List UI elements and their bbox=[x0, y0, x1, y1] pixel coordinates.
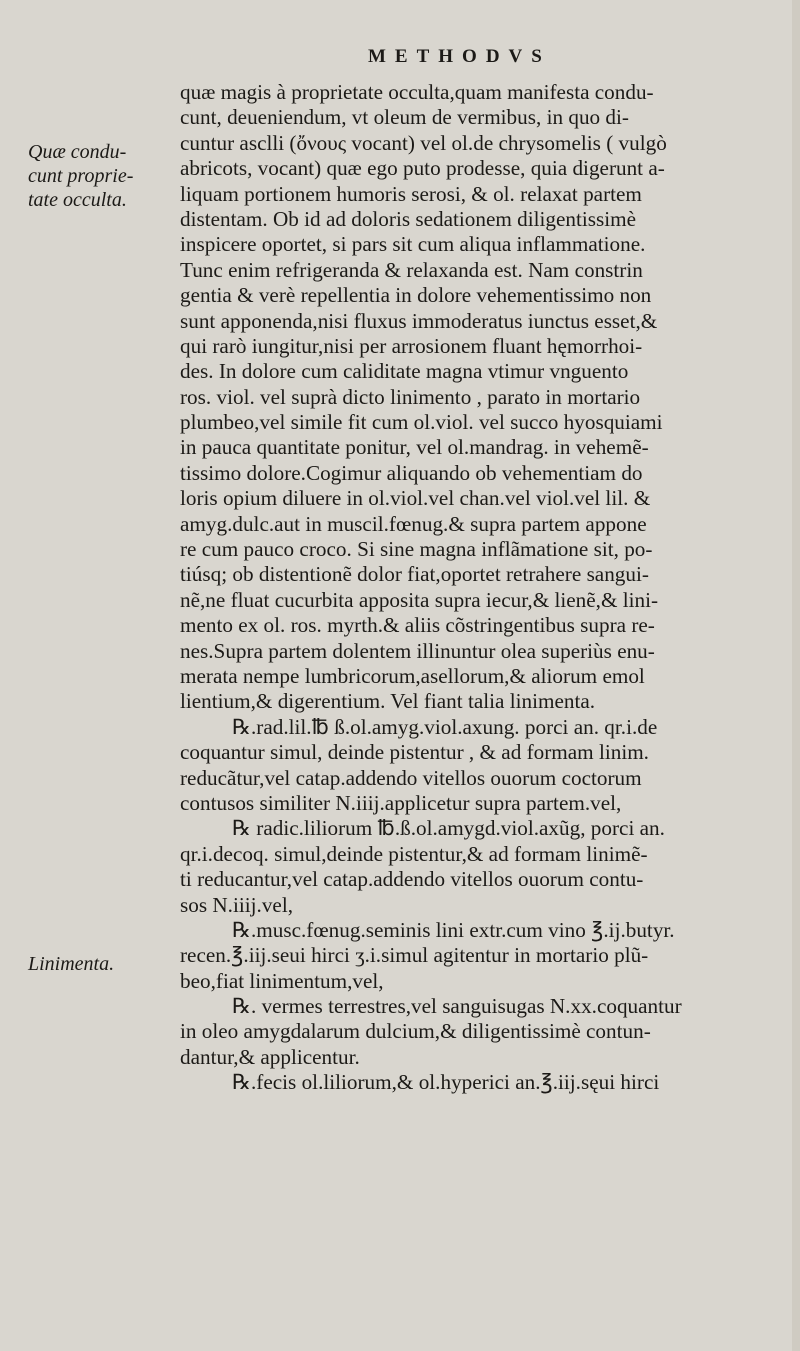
text-line: cunt, deueniendum, vt oleum de vermibus, in quo di- bbox=[180, 105, 629, 130]
running-head: METHODVS bbox=[368, 46, 551, 67]
text-line: coquantur simul, deinde pistentur , & ad formam linim. bbox=[180, 740, 649, 765]
text-line: nes.Supra partem dolentem illinuntur olea superiùs enu- bbox=[180, 638, 655, 663]
recipe-line: ℞.rad.lil.℔ ß.ol.amyg.viol.axung. porci an. qr.i.de bbox=[232, 714, 658, 739]
text-line: lientium,& digerentium. Vel fiant talia linimenta. bbox=[180, 689, 596, 714]
body-text bbox=[180, 80, 785, 1096]
margin-note-line: cunt proprie- bbox=[28, 165, 134, 187]
text-line: plumbeo,vel simile fit cum ol.viol. vel succo hyosquiami bbox=[180, 410, 663, 435]
page-edge bbox=[792, 0, 800, 1351]
text-line: ti reducantur,vel catap.addendo vitellos ouorum contu- bbox=[180, 867, 644, 892]
text-line: sunt apponenda,nisi fluxus immoderatus iunctus esset,& bbox=[180, 308, 658, 333]
recipe-line: ℞. vermes terrestres,vel sanguisugas N.xx.coquantur bbox=[232, 994, 682, 1019]
margin-note-liniments: Linimenta. bbox=[28, 953, 115, 975]
text-line: inspicere oportet, si pars sit cum aliqua inflammatione. bbox=[180, 232, 646, 257]
text-line: ros. viol. vel suprà dicto linimento , parato in mortario bbox=[180, 384, 641, 409]
recipe-line: ℞.musc.fœnug.seminis lini extr.cum vino ℥.ij.butyr. bbox=[232, 917, 675, 942]
text-line: amyg.dulc.aut in muscil.fœnug.& supra partem appone bbox=[180, 511, 647, 536]
text-line: Tunc enim refrigeranda & relaxanda est. Nam constrin bbox=[180, 257, 643, 282]
text-line: contusos similiter N.iiij.applicetur supra partem.vel, bbox=[180, 790, 622, 815]
text-line: in oleo amygdalarum dulcium,& diligentissimè contun- bbox=[180, 1019, 651, 1044]
text-line: abricots, vocant) quæ ego puto prodesse, quia digerunt a- bbox=[180, 156, 665, 181]
text-line: qr.i.decoq. simul,deinde pistentur,& ad formam linimẽ- bbox=[180, 841, 648, 866]
text-line: quæ magis à proprietate occulta,quam manifesta condu- bbox=[180, 80, 654, 104]
margin-note-line: tate occulta. bbox=[28, 189, 127, 211]
text-line: tissimo dolore.Cogimur aliquando ob vehementiam do bbox=[180, 460, 643, 485]
recipe-line: ℞.fecis ol.liliorum,& ol.hyperici an.℥.iij.sęui hirci bbox=[232, 1070, 660, 1095]
text-line: mento ex ol. ros. myrth.& aliis cõstringentibus supra re- bbox=[180, 613, 655, 638]
margin-note-line: Quæ condu- bbox=[28, 141, 127, 163]
text-line: qui rarò iungitur,nisi per arrosionem fluant hęmorrhoi- bbox=[180, 333, 643, 358]
text-line: liquam portionem humoris serosi, & ol. relaxat partem bbox=[180, 181, 642, 206]
text-line: nẽ,ne fluat cucurbita apposita supra iecur,& lienẽ,& lini- bbox=[180, 587, 659, 612]
text-line: reducãtur,vel catap.addendo vitellos ouorum coctorum bbox=[180, 765, 642, 790]
text-line: loris opium diluere in ol.viol.vel chan.vel viol.vel lil. & bbox=[180, 486, 651, 511]
text-line: des. In dolore cum caliditate magna vtimur vnguento bbox=[180, 359, 629, 384]
text-line: recen.℥.iij.seui hirci ʒ.i.simul agitentur in mortario plũ- bbox=[180, 943, 649, 968]
text-line: beo,fiat linimentum,vel, bbox=[180, 968, 384, 993]
margin-note-occult-properties bbox=[28, 140, 178, 212]
text-line: merata nempe lumbricorum,asellorum,& aliorum emol bbox=[180, 663, 645, 688]
text-line: re cum pauco croco. Si sine magna inflãmatione sit, po- bbox=[180, 537, 653, 562]
recipe-line: ℞ radic.liliorum ℔.ß.ol.amygd.viol.axũg, porci an. bbox=[232, 816, 665, 841]
text-line: distentam. Ob id ad doloris sedationem diligentissimè bbox=[180, 206, 637, 231]
text-line: in pauca quantitate ponitur, vel ol.mandrag. in vehemẽ- bbox=[180, 435, 649, 460]
text-line: tiúsq; ob distentionẽ dolor fiat,oportet retrahere sangui- bbox=[180, 562, 649, 587]
text-line: sos N.iiij.vel, bbox=[180, 892, 294, 917]
text-line: dantur,& applicentur. bbox=[180, 1044, 360, 1069]
text-line: cuntur asclli (ὄνους vocant) vel ol.de chrysomelis ( vulgò bbox=[180, 130, 667, 155]
text-line: gentia & verè repellentia in dolore vehementissimo non bbox=[180, 283, 652, 308]
